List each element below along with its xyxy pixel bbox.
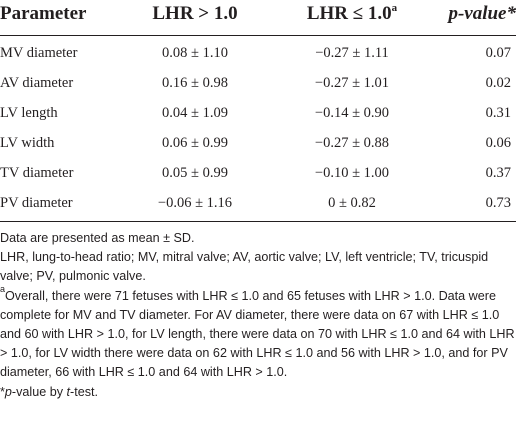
- row-lhr-gt-1: −0.06 ± 1.16: [157, 195, 233, 211]
- row-lhr-gt-1: 0.05 ± 0.99: [162, 165, 228, 181]
- table-row: [0, 98, 516, 128]
- row-lhr-gt-1: 0.04 ± 1.09: [162, 105, 228, 121]
- header-rule: [0, 35, 516, 36]
- table-row: [0, 188, 516, 218]
- header-lhr-gt-1: LHR > 1.0: [152, 3, 238, 24]
- note-abbreviations: LHR, lung-to-head ratio; MV, mitral valve; AV, aortic valve; LV, left ventricle; TV, tricuspid valve; PV, pulmonic valve.: [0, 250, 489, 284]
- note-data-presented: Data are presented as mean ± SD.: [0, 231, 195, 245]
- table-header: [0, 0, 516, 36]
- bottom-rule: [0, 221, 516, 222]
- row-p-value: 0.37: [485, 165, 511, 181]
- row-p-value: 0.02: [485, 75, 511, 91]
- row-parameter: LV width: [0, 135, 55, 151]
- row-lhr-le-1: −0.27 ± 0.88: [314, 135, 390, 151]
- table-row: [0, 128, 516, 158]
- row-p-value: 0.31: [485, 105, 511, 121]
- note-p-value: *p-value by t-test.: [0, 384, 99, 399]
- row-lhr-gt-1: 0.08 ± 1.10: [162, 45, 228, 61]
- row-p-value: 0.07: [485, 45, 511, 61]
- header-lhr-le-1: LHR ≤ 1.0$^a$: [306, 1, 398, 24]
- row-parameter: PV diameter: [0, 195, 73, 211]
- table-row: [0, 38, 516, 68]
- row-parameter: LV length: [0, 105, 58, 121]
- row-lhr-le-1: 0 ± 0.82: [328, 195, 376, 211]
- row-lhr-le-1: −0.27 ± 1.11: [315, 45, 389, 61]
- row-lhr-le-1: −0.14 ± 0.90: [314, 105, 390, 121]
- table-row: [0, 68, 516, 98]
- note-footnote-a: $^a$Overall, there were 71 fetuses with LHR ≤ 1.0 and 65 fetuses with LHR > 1.0. Data were complete for MV and TV diameter. For AV diameter, there were data on 67 with LHR ≤ 1.0 and 60 with LHR > 1.0, for LV length, there were data on 70 with LHR ≤ 1.0 and 64 with LHR > 1.0, for LV width there were data on 62 with LHR ≤ 1.0 and 56 with LHR > 1.0, and for PV diameter, 66 with LHR ≤ 1.0 and 64 with LHR > 1.0.: [0, 284, 515, 380]
- header-p-value: p-value*: [448, 3, 516, 24]
- row-lhr-gt-1: 0.16 ± 0.98: [162, 75, 228, 91]
- row-p-value: 0.06: [485, 135, 511, 151]
- table-notes: [0, 229, 516, 402]
- row-parameter: TV diameter: [0, 165, 74, 181]
- row-p-value: 0.73: [485, 195, 511, 211]
- row-parameter: AV diameter: [0, 75, 74, 91]
- table-row: [0, 158, 516, 188]
- row-lhr-gt-1: 0.06 ± 0.99: [162, 135, 228, 151]
- row-lhr-le-1: −0.10 ± 1.00: [314, 165, 390, 181]
- row-parameter: MV diameter: [0, 45, 78, 61]
- header-parameter: Parameter: [0, 3, 87, 24]
- row-lhr-le-1: −0.27 ± 1.01: [314, 75, 390, 91]
